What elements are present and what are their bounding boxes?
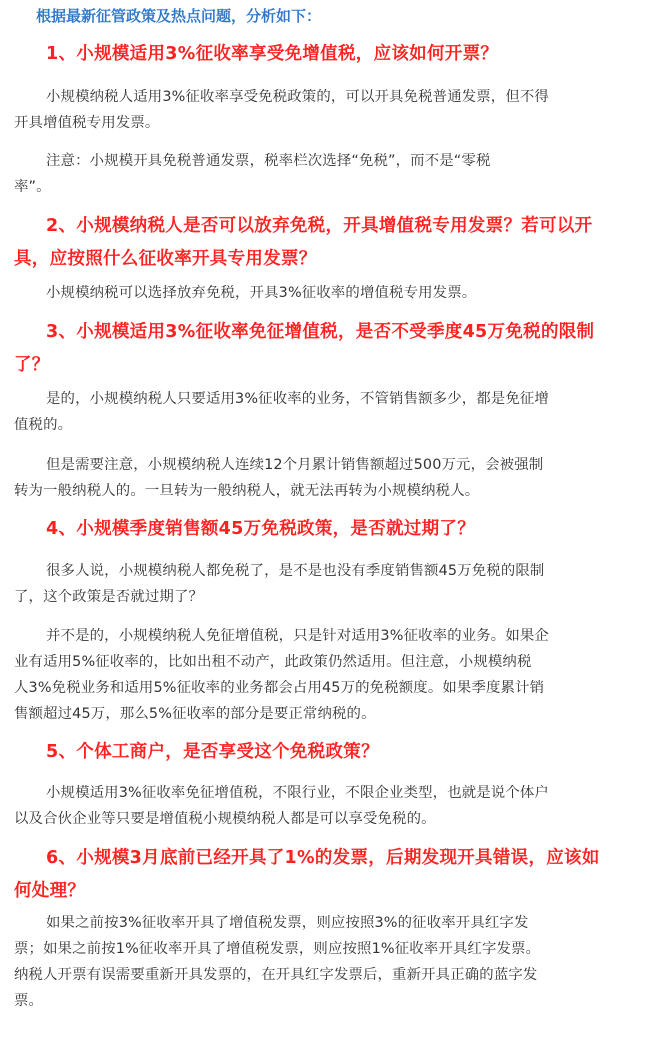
paragraph-line: 票；如果之前按1%征收率开具了增值税发票，则应按照1%征收率开具红字发票。 — [14, 941, 541, 957]
paragraph-line: 小规模纳税人适用3%征收率享受免税政策的，可以开具免税普通发票，但不得 — [46, 89, 549, 105]
paragraph — [14, 452, 654, 504]
paragraph — [14, 280, 654, 306]
question-line: 1、小规模适用3%征收率享受免增值税，应该如何开票？ — [46, 44, 499, 64]
paragraph-line: 纳税人开票有误需要重新开具发票的，在开具红字发票后，重新开具正确的蓝字发 — [14, 967, 538, 983]
question-line: 5、个体工商户，是否享受这个免税政策？ — [46, 742, 379, 762]
paragraph-line: 以及合伙企业等只要是增值税小规模纳税人都是可以享受免税的。 — [14, 811, 436, 827]
paragraph-line: 人3%免税业务和适用5%征收率的业务都会占用45万的免税额度。如果季度累计销 — [14, 680, 545, 696]
paragraph — [14, 780, 654, 832]
paragraph-line: 但是需要注意，小规模纳税人连续12个月累计销售额超过500万元，会被强制 — [46, 457, 544, 473]
paragraph-line: 业有适用5%征收率的，比如出租不动产，此政策仍然适用。但注意，小规模纳税 — [14, 654, 532, 670]
intro-heading: 根据最新征管政策及热点问题，分析如下： — [36, 7, 322, 25]
paragraph-line: 如果之前按3%征收率开具了增值税发票，则应按照3%的征收率开具红字发 — [46, 915, 529, 931]
paragraph-line: 是的，小规模纳税人只要适用3%征收率的业务，不管销售额多少，都是免征增 — [46, 391, 549, 407]
question-4 — [14, 513, 654, 546]
question-2 — [14, 210, 654, 276]
paragraph — [14, 910, 654, 1014]
question-5 — [14, 736, 654, 769]
paragraph-line: 注意：小规模开具免税普通发票，税率栏次选择“免税”，而不是“零税 — [46, 153, 491, 169]
paragraph-line: 值税的。 — [14, 417, 73, 433]
question-line: 了？ — [14, 355, 50, 375]
paragraph — [14, 558, 654, 610]
question-6 — [14, 842, 654, 908]
paragraph-line: 并不是的，小规模纳税人免征增值税，只是针对适用3%征收率的业务。如果企 — [46, 628, 549, 644]
question-3 — [14, 316, 654, 382]
paragraph-line: 小规模纳税可以选择放弃免税，开具3%征收率的增值税专用发票。 — [46, 285, 477, 301]
paragraph-line: 很多人说，小规模纳税人都免税了，是不是也没有季度销售额45万免税的限制 — [46, 563, 545, 579]
paragraph-line: 率”。 — [14, 179, 51, 195]
paragraph — [14, 386, 654, 438]
paragraph-line: 开具增值税专用发票。 — [14, 115, 160, 131]
paragraph-line: 票。 — [14, 993, 44, 1009]
question-line: 3、小规模适用3%征收率免征增值税，是否不受季度45万免税的限制 — [46, 322, 595, 342]
question-line: 何处理？ — [14, 881, 86, 901]
paragraph — [14, 84, 654, 136]
question-line: 4、小规模季度销售额45万免税政策，是否就过期了？ — [46, 519, 476, 539]
paragraph-line: 售额超过45万，那么5%征收率的部分是要正常纳税的。 — [14, 706, 376, 722]
paragraph-line: 了，这个政策是否就过期了？ — [14, 589, 204, 605]
question-1 — [14, 38, 654, 71]
paragraph — [14, 623, 654, 727]
paragraph — [14, 148, 654, 200]
paragraph-line: 小规模适用3%征收率免征增值税，不限行业，不限企业类型，也就是说个体户 — [46, 785, 549, 801]
paragraph-line: 转为一般纳税人的。一旦转为一般纳税人，就无法再转为小规模纳税人。 — [14, 483, 480, 499]
question-line: 6、小规模3月底前已经开具了1%的发票，后期发现开具错误，应该如 — [46, 848, 600, 868]
question-line: 具，应按照什么征收率开具专用发票？ — [14, 249, 317, 269]
question-line: 2、小规模纳税人是否可以放弃免税，开具增值税专用发票？若可以开 — [46, 216, 593, 236]
